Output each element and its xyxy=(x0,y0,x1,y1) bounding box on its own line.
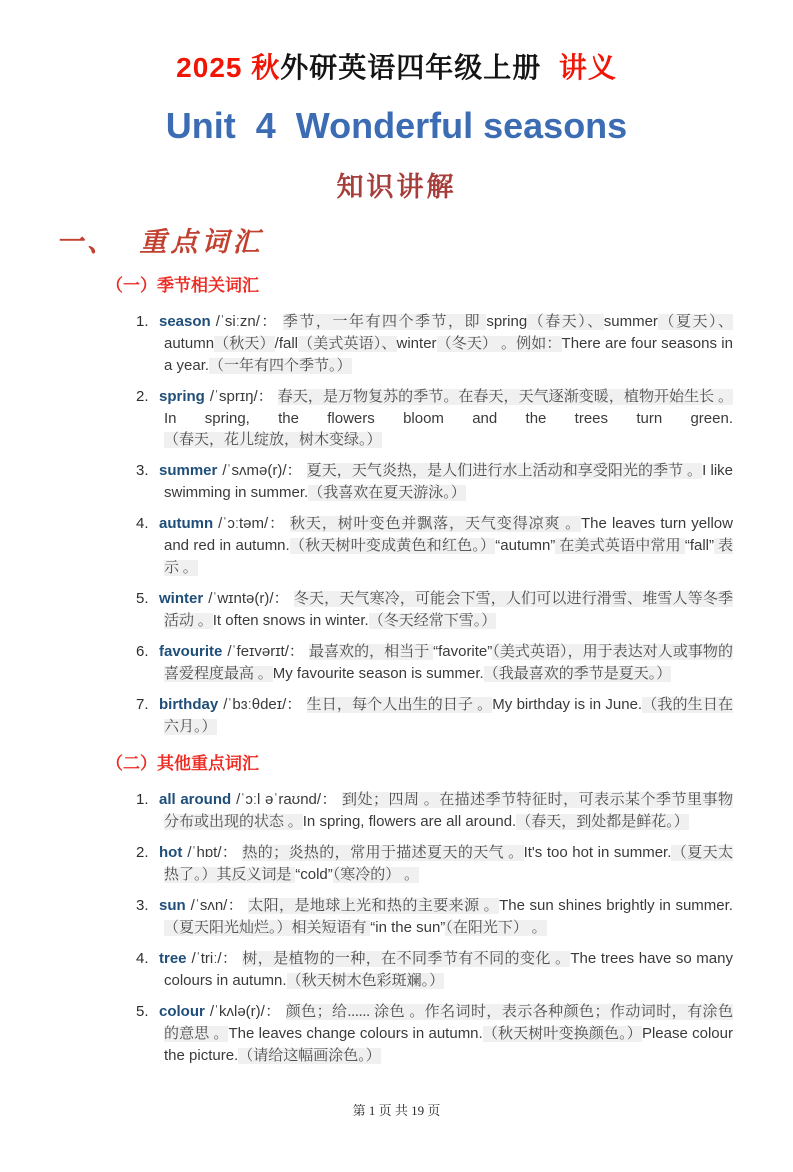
word-phonetic: /ˈɔːl əˈraʊnd/： xyxy=(236,791,338,808)
english-text: summer xyxy=(603,313,658,330)
word-term: season xyxy=(159,313,211,330)
word-term: birthday xyxy=(159,696,219,713)
english-text: It's too hot in summer. xyxy=(523,844,672,861)
chinese-text: （冬天） 。例如： xyxy=(436,336,562,352)
doc-title-book: 外研英语四年级上册 xyxy=(280,52,542,83)
item-number: 1. xyxy=(136,791,149,808)
chinese-text: （夏天太热了。）其反义词是 xyxy=(164,845,733,883)
subsection-heading: （二）其他重点词汇 xyxy=(106,754,259,773)
chinese-text: （我最喜欢的季节是夏天。） xyxy=(483,666,672,682)
english-text: My birthday is in June. xyxy=(492,696,643,713)
chinese-text: （秋天树木色彩斑斓。） xyxy=(286,973,445,989)
item-number: 7. xyxy=(136,696,149,713)
word-item xyxy=(136,460,733,504)
word-item xyxy=(136,948,733,992)
english-text: There are four seasons in a year. xyxy=(164,335,733,374)
chinese-text: 颜色；给...... 涂色 。作名词时，表示各种颜色；作动词时，有涂色的意思 。 xyxy=(164,1004,733,1042)
chinese-text: 春天，是万物复苏的季节。在春天，天气逐渐变暖，植物开始生长 。 xyxy=(277,389,733,405)
chinese-text: （春天）、 xyxy=(527,314,604,330)
chinese-text: （一年有四个季节。） xyxy=(209,358,352,374)
subsection-heading: （一）季节相关词汇 xyxy=(106,276,259,295)
chinese-text: 表示 。 xyxy=(164,538,733,576)
chinese-text: 热的；炎热的，常用于描述夏天的天气 。 xyxy=(242,845,524,861)
english-text: winter xyxy=(396,335,437,352)
word-term: spring xyxy=(159,388,205,405)
chinese-text: 生日，每个人出生的日子 。 xyxy=(306,697,493,713)
english-text: In spring, the flowers bloom and the trees turn green. xyxy=(164,410,733,427)
word-list xyxy=(136,311,733,738)
knowledge-subtitle: 知识讲解 xyxy=(336,172,457,202)
word-term: tree xyxy=(159,950,187,967)
word-phonetic: /ˈkʌlə(r)/： xyxy=(209,1003,281,1020)
vocab-subsection-seasons xyxy=(0,275,793,738)
chinese-text: （秋天树叶变成黄色和红色。） xyxy=(289,538,496,554)
english-text: autumn xyxy=(164,335,215,352)
english-text: It often snows in winter. xyxy=(212,612,369,629)
word-list xyxy=(136,789,733,1067)
item-number: 4. xyxy=(136,950,149,967)
item-number: 2. xyxy=(136,388,149,405)
word-phonetic: /ˈsʌn/： xyxy=(190,897,244,914)
item-number: 3. xyxy=(136,897,149,914)
vocab-subsection-other xyxy=(0,753,793,1067)
chinese-text: （在阳光下） 。 xyxy=(445,920,547,936)
chinese-text: 到处；四周 。在描述季节特征时，可表示某个季节里事物分布或出现的状态 。 xyxy=(164,792,733,830)
chinese-text: （请给这幅画涂色。） xyxy=(238,1048,381,1064)
item-number: 1. xyxy=(136,313,149,330)
word-phonetic: /ˈfeɪvərɪt/： xyxy=(227,643,304,660)
word-item xyxy=(136,513,733,579)
english-text: “favorite” xyxy=(433,643,493,660)
english-text: The leaves turn yellow and red in autumn. xyxy=(164,515,733,554)
chinese-text: （我喜欢在夏天游泳。） xyxy=(308,485,466,501)
section-heading-vocabulary: 一、 重点词汇 xyxy=(56,227,264,257)
word-term: summer xyxy=(159,462,218,479)
doc-title-suffix: 讲义 xyxy=(541,52,617,83)
word-term: sun xyxy=(159,897,186,914)
word-item xyxy=(136,895,733,939)
english-text: I like swimming in summer. xyxy=(164,462,733,501)
chinese-text: （美式英语）、 xyxy=(298,336,397,352)
chinese-text: 树，是植物的一种，在不同季节有不同的变化 。 xyxy=(242,951,571,967)
chinese-text: 最喜欢的，相当于 xyxy=(308,644,434,660)
word-term: hot xyxy=(159,844,183,861)
word-item xyxy=(136,694,733,738)
chinese-text: 秋天，树叶变色并飘落，天气变得凉爽 。 xyxy=(290,516,582,532)
item-number: 4. xyxy=(136,515,149,532)
english-text: The leaves change colours in autumn. xyxy=(228,1025,483,1042)
word-phonetic: /ˈhɒt/： xyxy=(187,844,238,861)
word-item xyxy=(136,588,733,632)
word-term: winter xyxy=(159,590,204,607)
word-item xyxy=(136,842,733,886)
chinese-text: （秋天） xyxy=(214,336,275,352)
item-number: 3. xyxy=(136,462,149,479)
chinese-text: （寒冷的） 。 xyxy=(332,867,420,883)
word-phonetic: /ˈsʌmə(r)/： xyxy=(222,462,302,479)
word-term: all around xyxy=(159,791,232,808)
chinese-text: 太阳，是地球上光和热的主要来源 。 xyxy=(248,898,500,914)
word-term: favourite xyxy=(159,643,223,660)
word-term: autumn xyxy=(159,515,214,532)
item-number: 2. xyxy=(136,844,149,861)
chinese-text: （我的生日在六月。） xyxy=(164,697,733,735)
page-footer: 第 1 页 共 19 页 xyxy=(352,1103,441,1118)
chinese-text: （春天，花儿绽放，树木变绿。） xyxy=(164,432,382,448)
chinese-text: （春天，到处都是鲜花。） xyxy=(516,814,689,830)
english-text: /fall xyxy=(274,335,299,352)
word-phonetic: /ˈbɜːθdeɪ/： xyxy=(223,696,302,713)
unit-title: Unit 4 Wonderful seasons xyxy=(165,105,628,146)
word-item xyxy=(136,1001,733,1067)
doc-title xyxy=(0,50,793,86)
chinese-text: 冬天，天气寒冷，可能会下雪，人们可以进行滑雪、堆雪人等冬季活动 。 xyxy=(164,591,733,629)
chinese-text: 在美式英语中常用 xyxy=(555,538,685,554)
english-text: The trees have so many colours in autumn. xyxy=(164,950,733,989)
word-item xyxy=(136,311,733,377)
chinese-text: 夏天，天气炎热，是人们进行水上活动和享受阳光的季节 。 xyxy=(306,463,703,479)
english-text: The sun shines brightly in summer. xyxy=(499,897,733,914)
doc-title-year: 2025 秋 xyxy=(176,52,281,83)
word-phonetic: /ˈwɪntə(r)/： xyxy=(208,590,289,607)
english-text: Please colour the picture. xyxy=(164,1025,733,1064)
word-phonetic: /ˈtriː/： xyxy=(191,950,238,967)
item-number: 6. xyxy=(136,643,149,660)
english-text: My favourite season is summer. xyxy=(272,665,484,682)
chinese-text: 季节，一年有四个季节，即 xyxy=(282,314,487,330)
word-item xyxy=(136,789,733,833)
english-text: “cold” xyxy=(295,866,333,883)
english-text: In spring, flowers are all around. xyxy=(302,813,517,830)
english-text: “fall” xyxy=(684,537,715,554)
word-item xyxy=(136,641,733,685)
chinese-text: （夏天阳光灿烂。）相关短语有 xyxy=(164,920,371,936)
item-number: 5. xyxy=(136,590,149,607)
word-term: colour xyxy=(159,1003,205,1020)
word-phonetic: /ˈsiːzn/： xyxy=(215,313,278,330)
english-text: “in the sun” xyxy=(370,919,446,936)
word-phonetic: /ˈɔːtəm/： xyxy=(218,515,285,532)
chinese-text: （冬天经常下雪。） xyxy=(368,613,497,629)
chinese-text: （夏天）、 xyxy=(657,314,733,330)
english-text: “autumn” xyxy=(495,537,556,554)
chinese-text: （秋天树叶变换颜色。） xyxy=(482,1026,642,1042)
item-number: 5. xyxy=(136,1003,149,1020)
word-item xyxy=(136,386,733,451)
chinese-text: （美式英语），用于表达对人或事物的喜爱程度最高 。 xyxy=(164,644,733,682)
word-phonetic: /ˈsprɪŋ/： xyxy=(209,388,273,405)
english-text: spring xyxy=(486,313,528,330)
